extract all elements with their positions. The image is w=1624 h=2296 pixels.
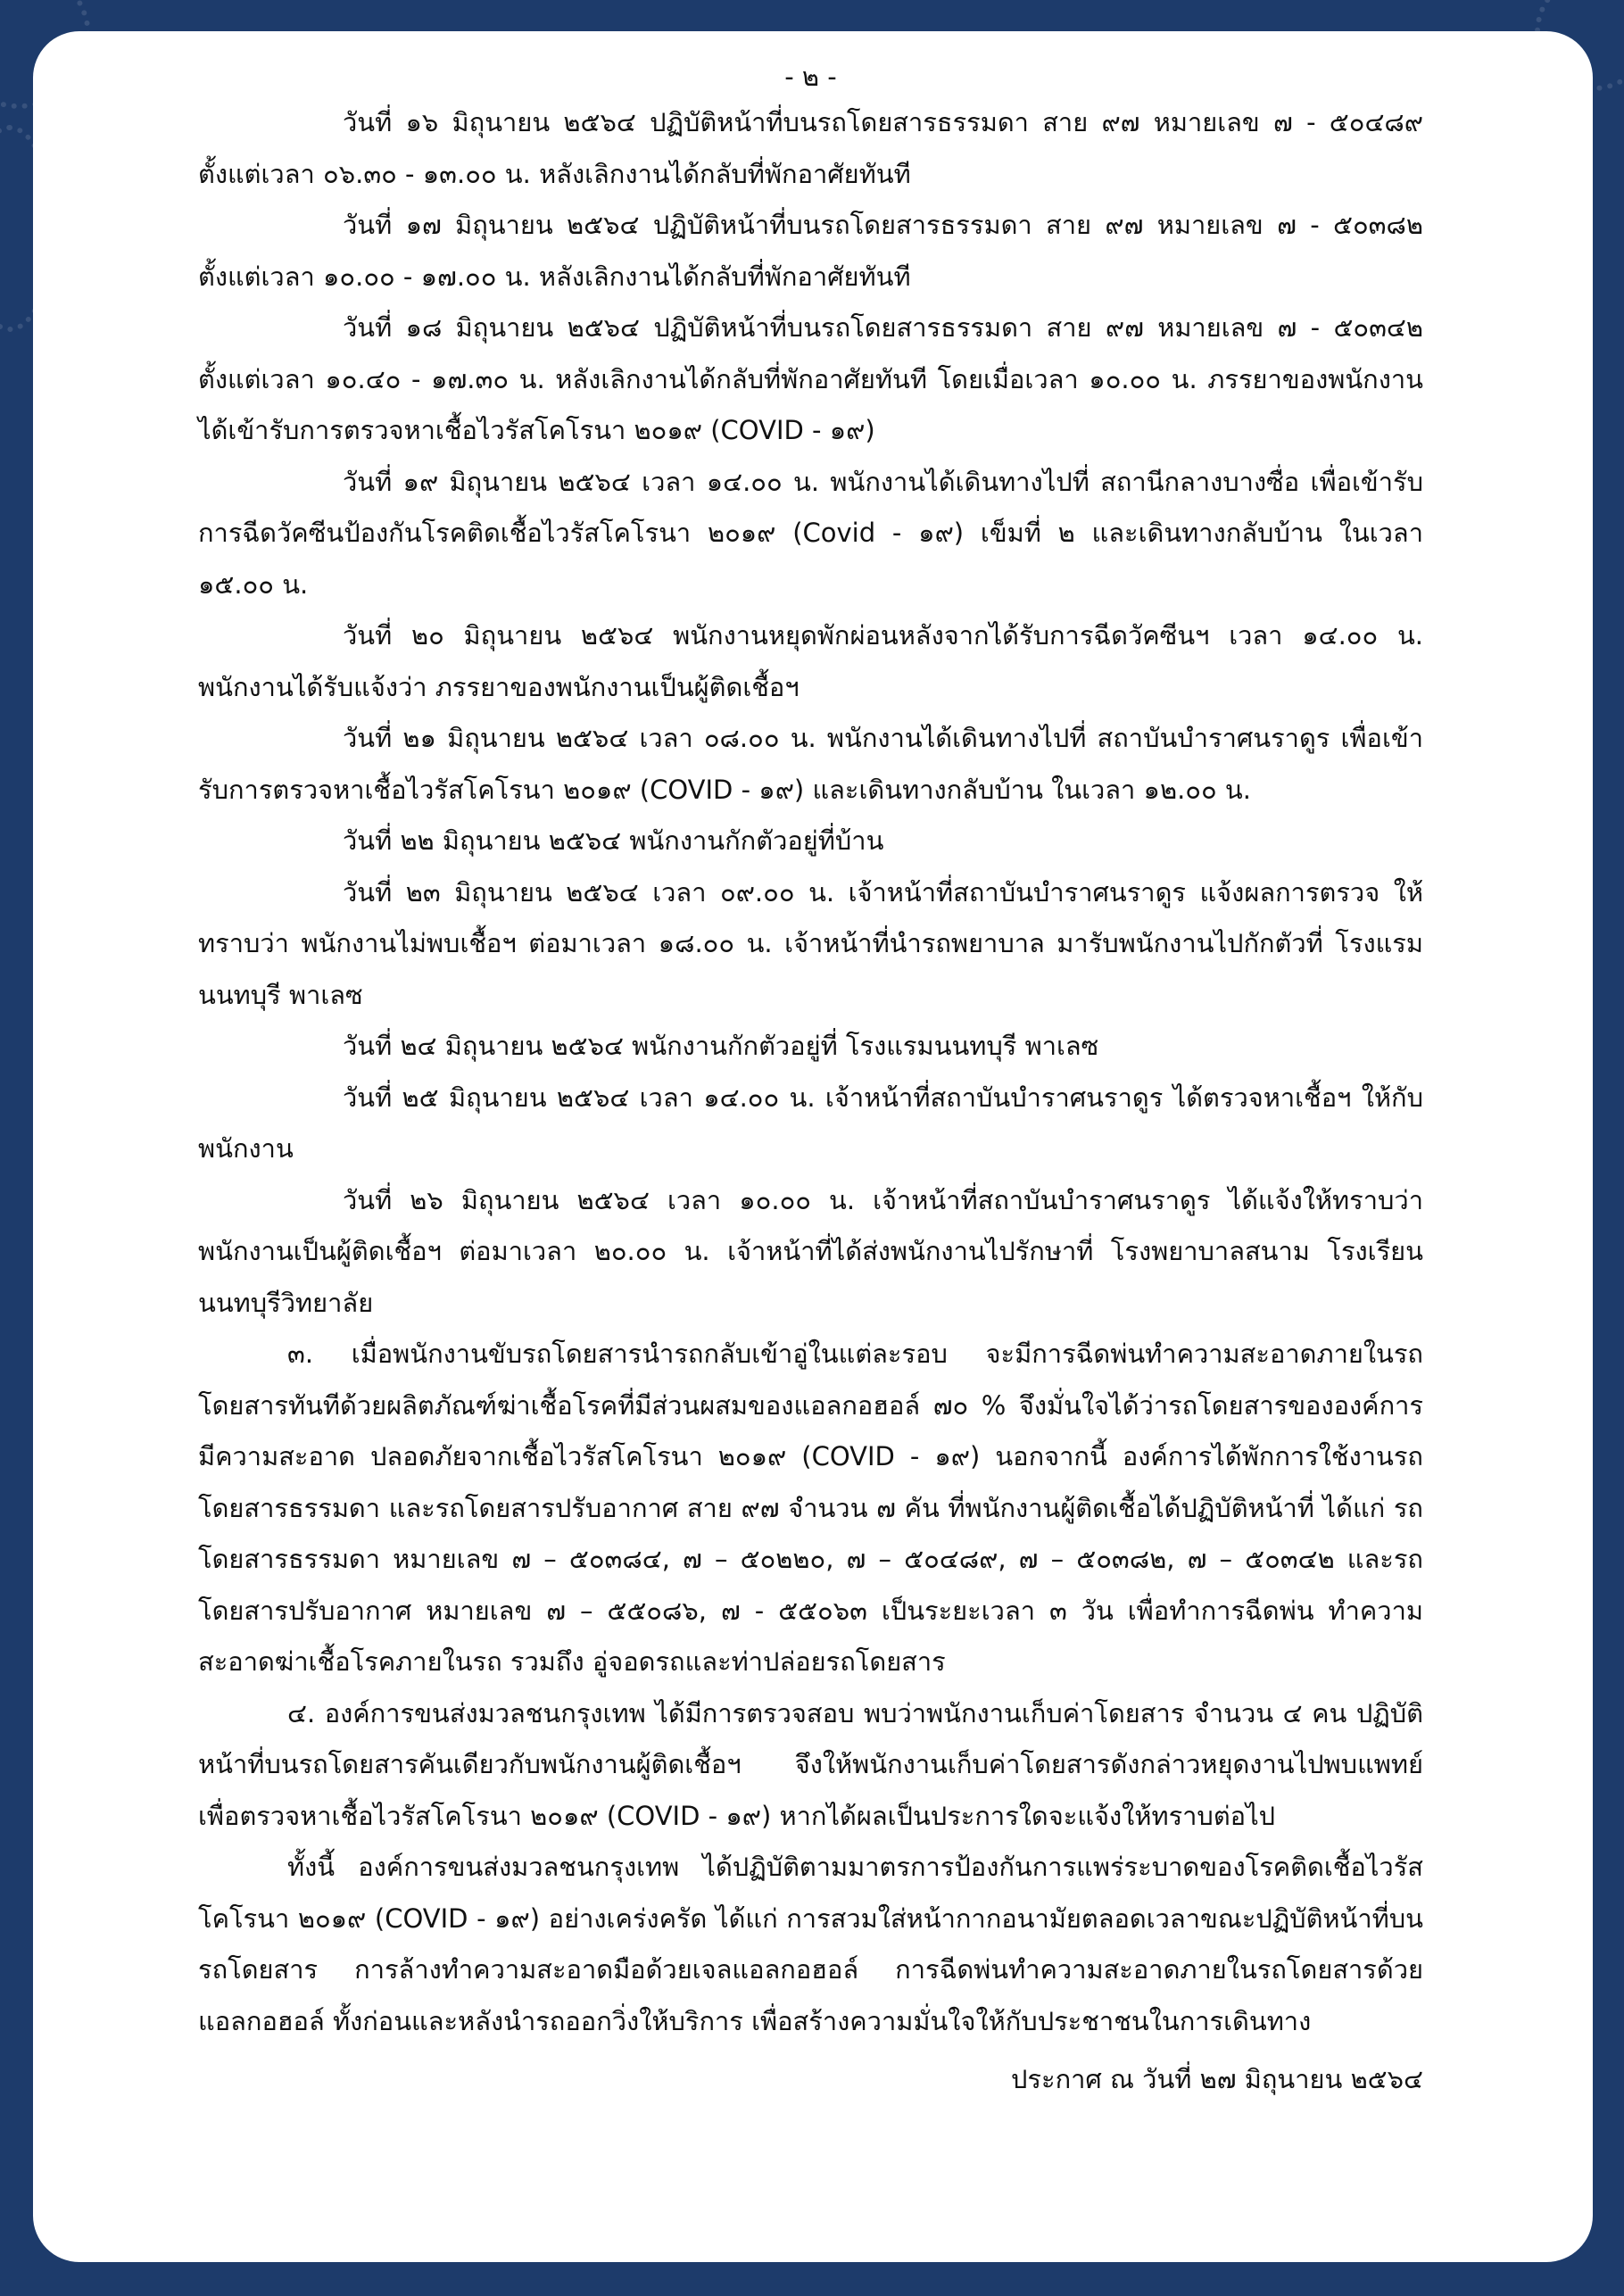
timeline-entry-21-june: วันที่ ๒๑ มิถุนายน ๒๕๖๔ เวลา ๐๘.๐๐ น. พนักงานได้เดินทางไปที่ สถาบันบำราศนราดูร เพื่อเข้ารับการตรวจหาเชื้อไวรัสโคโรนา ๒๐๑๙ (COVID - ๑๙) และเดินทางกลับบ้าน ในเวลา ๑๒.๐๐ น. bbox=[198, 723, 1423, 805]
section-3-disinfection: ๓. เมื่อพนักงานขับรถโดยสารนำรถกลับเข้าอู่ในแต่ละรอบ จะมีการฉีดพ่นทำความสะอาดภายในรถโดยสารทันทีด้วยผลิตภัณฑ์ฆ่าเชื้อโรคที่มีส่วนผสมของแอลกอฮอล์ ๗๐ % จึงมั่นใจได้ว่ารถโดยสารขององค์การมีความสะอาด ปลอดภัยจากเชื้อไวรัสโคโรนา ๒๐๑๙ (COVID - ๑๙) นอกจากนี้ องค์การได้พักการใช้งานรถโดยสารธรรมดา และรถโดยสารปรับอากาศ สาย ๙๗ จำนวน ๗ คัน ที่พนักงานผู้ติดเชื้อได้ปฏิบัติหน้าที่ ได้แก่ รถโดยสารธรรมดา หมายเลข ๗ – ๕๐๓๘๔, ๗ – ๕๐๒๒๐, ๗ – ๕๐๔๘๙, ๗ – ๕๐๓๘๒, ๗ – ๕๐๓๔๒ และรถโดยสารปรับอากาศ หมายเลข ๗ – ๕๕๐๘๖, ๗ - ๕๕๐๖๓ เป็นระยะเวลา ๓ วัน เพื่อทำการฉีดพ่น ทำความสะอาดฆ่าเชื้อโรคภายในรถ รวมถึง อู่จอดรถและท่าปล่อยรถโดยสาร bbox=[198, 1339, 1423, 1677]
announcement-date: ประกาศ ณ วันที่ ๒๗ มิถุนายน ๒๕๖๔ bbox=[1011, 2064, 1423, 2094]
section-4-fare-collectors: ๔. องค์การขนส่งมวลชนกรุงเทพ ได้มีการตรวจสอบ พบว่าพนักงานเก็บค่าโดยสาร จำนวน ๔ คน ปฏิบัติหน้าที่บนรถโดยสารคันเดียวกับพนักงานผู้ติดเชื้อฯ จึงให้พนักงานเก็บค่าโดยสารดังกล่าวหยุดงานไปพบแพทย์ เพื่อตรวจหาเชื้อไวรัสโคโรนา ๒๐๑๙ (COVID - ๑๙) หากได้ผลเป็นประการใดจะแจ้งให้ทราบต่อไป bbox=[198, 1697, 1423, 1831]
timeline-entry-19-june: วันที่ ๑๙ มิถุนายน ๒๕๖๔ เวลา ๑๔.๐๐ น. พนักงานได้เดินทางไปที่ สถานีกลางบางซื่อ เพื่อเข้ารับการฉีดวัคซีนป้องกันโรคติดเชื้อไวรัสโคโรนา ๒๐๑๙ (Covid - ๑๙) เข็มที่ ๒ และเดินทางกลับบ้าน ในเวลา ๑๕.๐๐ น. bbox=[198, 466, 1423, 600]
timeline-entry-25-june: วันที่ ๒๕ มิถุนายน ๒๕๖๔ เวลา ๑๔.๐๐ น. เจ้าหน้าที่สถาบันบำราศนราดูร ได้ตรวจหาเชื้อฯ ให้กับพนักงาน bbox=[198, 1082, 1423, 1164]
timeline-entry-23-june: วันที่ ๒๓ มิถุนายน ๒๕๖๔ เวลา ๐๙.๐๐ น. เจ้าหน้าที่สถาบันบำราศนราดูร แจ้งผลการตรวจ ให้ทราบว่า พนักงานไม่พบเชื้อฯ ต่อมาเวลา ๑๘.๐๐ น. เจ้าหน้าที่นำรถพยาบาล มารับพนักงานไปกักตัวที่ โรงแรมนนทบุรี พาเลซ bbox=[198, 876, 1423, 1010]
timeline-entry-24-june: วันที่ ๒๔ มิถุนายน ๒๕๖๔ พนักงานกักตัวอยู่ที่ โรงแรมนนทบุรี พาเลซ bbox=[343, 1031, 1099, 1061]
timeline-entry-20-june: วันที่ ๒๐ มิถุนายน ๒๕๖๔ พนักงานหยุดพักผ่อนหลังจากได้รับการฉีดวัคซีนฯ เวลา ๑๔.๐๐ น. พนักงานได้รับแจ้งว่า ภรรยาของพนักงานเป็นผู้ติดเชื้อฯ bbox=[198, 620, 1423, 702]
timeline-entry-16-june: วันที่ ๑๖ มิถุนายน ๒๕๖๔ ปฏิบัติหน้าที่บนรถโดยสารธรรมดา สาย ๙๗ หมายเลข ๗ - ๕๐๔๘๙ ตั้งแต่เวลา ๐๖.๓๐ - ๑๓.๐๐ น. หลังเลิกงานได้กลับที่พักอาศัยทันที bbox=[198, 107, 1423, 189]
closing-paragraph: ทั้งนี้ องค์การขนส่งมวลชนกรุงเทพ ได้ปฏิบัติตามมาตรการป้องกันการแพร่ระบาดของโรคติดเชื้อไวรัสโคโรนา ๒๐๑๙ (COVID - ๑๙) อย่างเคร่งครัด ได้แก่ การสวมใส่หน้ากากอนามัยตลอดเวลาขณะปฏิบัติหน้าที่บนรถโดยสาร การล้างทำความสะอาดมือด้วยเจลแอลกอฮอล์ การฉีดพ่นทำความสะอาดภายในรถโดยสารด้วยแอลกอฮอล์ ทั้งก่อนและหลังนำรถออกวิ่งให้บริการ เพื่อสร้างความมั่นใจให้กับประชาชนในการเดินทาง bbox=[198, 1852, 1423, 2036]
timeline-entry-18-june: วันที่ ๑๘ มิถุนายน ๒๕๖๔ ปฏิบัติหน้าที่บนรถโดยสารธรรมดา สาย ๙๗ หมายเลข ๗ - ๕๐๓๔๒ ตั้งแต่เวลา ๑๐.๔๐ - ๑๗.๓๐ น. หลังเลิกงานได้กลับที่พักอาศัยทันที โดยเมื่อเวลา ๑๐.๐๐ น. ภรรยาของพนักงาน ได้เข้ารับการตรวจหาเชื้อไวรัสโคโรนา ๒๐๑๙ (COVID - ๑๙) bbox=[198, 312, 1423, 445]
timeline-entry-26-june: วันที่ ๒๖ มิถุนายน ๒๕๖๔ เวลา ๑๐.๐๐ น. เจ้าหน้าที่สถาบันบำราศนราดูร ได้แจ้งให้ทราบว่า พนักงานเป็นผู้ติดเชื้อฯ ต่อมาเวลา ๒๐.๐๐ น. เจ้าหน้าที่ได้ส่งพนักงานไปรักษาที่ โรงพยาบาลสนาม โรงเรียน นนทบุรีวิทยาลัย bbox=[198, 1184, 1423, 1318]
document-page bbox=[33, 31, 1593, 2262]
timeline-entry-17-june: วันที่ ๑๗ มิถุนายน ๒๕๖๔ ปฏิบัติหน้าที่บนรถโดยสารธรรมดา สาย ๙๗ หมายเลข ๗ - ๕๐๓๘๒ ตั้งแต่เวลา ๑๐.๐๐ - ๑๗.๐๐ น. หลังเลิกงานได้กลับที่พักอาศัยทันที bbox=[198, 210, 1423, 292]
timeline-entry-22-june: วันที่ ๒๒ มิถุนายน ๒๕๖๔ พนักงานกักตัวอยู่ที่บ้าน bbox=[343, 825, 884, 856]
page-number: - ๒ - bbox=[784, 62, 837, 92]
